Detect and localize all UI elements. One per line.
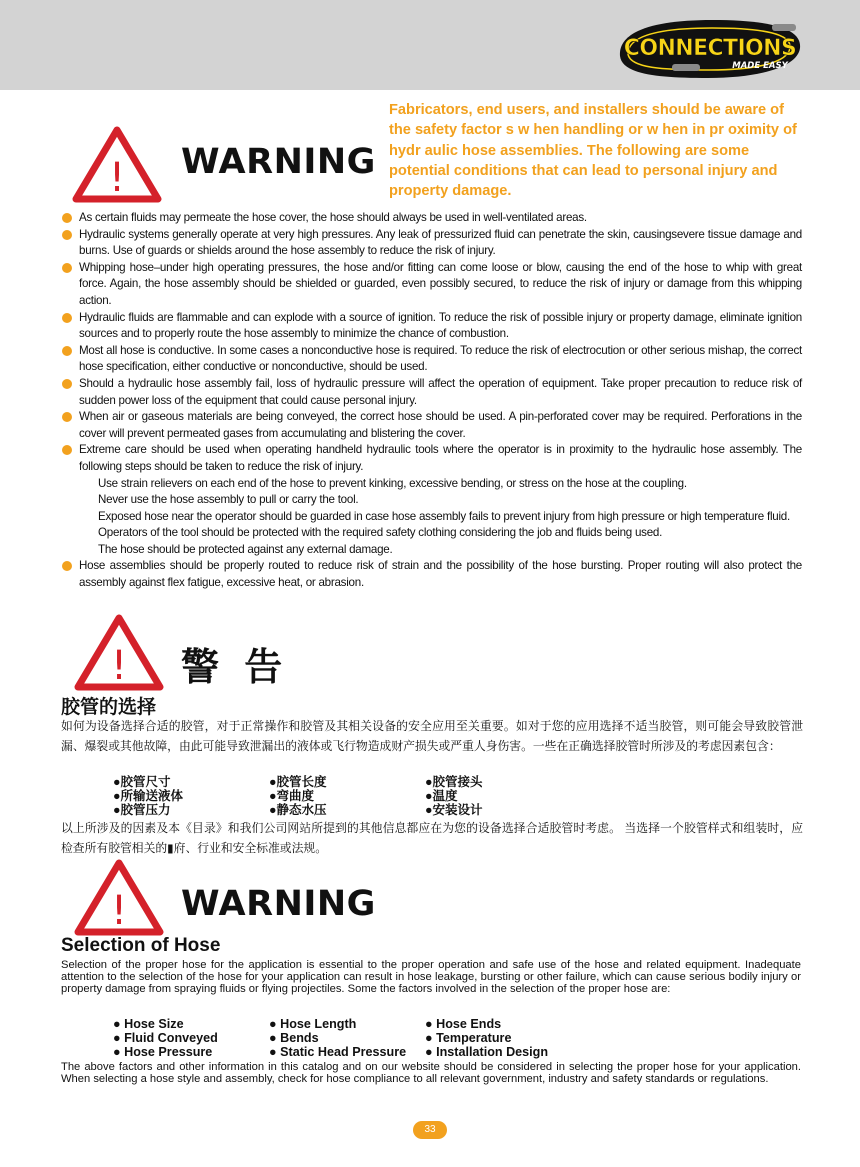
bullet-dot-icon <box>62 412 72 422</box>
warning-triangle-icon <box>74 613 164 691</box>
step-item: Never use the hose assembly to pull or carry the tool. <box>98 493 359 507</box>
hazard-item: When air or gaseous materials are being conveyed, the correct hose should be used. A pin-perforated cover may be required. Perforations in the cover will prevent permeated gases from accumulating and blistering the cover. <box>62 409 802 442</box>
selection-paragraph-cn: 如何为设备选择合适的胶管，对于正常操作和胶管及其相关设备的安全应用至关重要。如对于您的应用选择不适当胶管，则可能会导致胶管泄漏、爆裂或其他故障，由此可能导致泄漏出的液体或飞行物造成财产损失或严重人身伤害。一些在正确选择胶管时所涉及的考虑因素包含： <box>61 719 803 753</box>
bullet-dot-icon <box>62 379 72 389</box>
closing-paragraph-cn: 以上所涉及的因素及本《目录》和我们公司网站所提到的其他信息都应在为您的设备选择合适胶管时考虑。 当选择一个胶管样式和组装时，应检查所有胶管相关的▮府、行业和安全标准或法规。 <box>61 821 803 855</box>
hazard-item: Most all hose is conductive. In some cases a nonconductive hose is required. To reduce the risk of electrocution or other serious mishap, the correct hose specification, either conductive or nonconductive, should be used. <box>62 343 802 376</box>
factor-item: ●温度 <box>425 789 458 803</box>
warning-heading-cn: 警 告 <box>181 645 289 689</box>
closing-paragraph: The above factors and other information in this catalog and on our website should be considered in selecting the proper hose for your application. When selecting a hose style and assembly, check for hose compliance to all relevant government, industry and safety standards or regulations. <box>61 1061 801 1085</box>
factor-item: ●胶管接头 <box>425 775 483 789</box>
hazard-item: Hydraulic systems generally operate at very high pressures. Any leak of pressurized fluid can penetrate the skin, causingsevere tissue damage and burns. Use of guards or shields around the hose assembly to reduce the risk of injury. <box>62 227 802 260</box>
factor-item: ●胶管长度 <box>269 775 327 789</box>
factor-item: ●胶管压力 <box>113 803 171 817</box>
intro-text: Fabricators, end users, and installers should be aware of the safety factor s w hen handling or w hen in pr oximity of hydr aulic hose assemblies. The following are some potential conditions that can lead to personal injury and property damage. <box>389 102 797 200</box>
warning-triangle-icon <box>72 125 162 203</box>
hazard-list <box>62 210 802 592</box>
factor-item: ● Installation Design <box>425 1045 549 1059</box>
factor-item: ● Hose Ends <box>425 1017 502 1031</box>
svg-text:!: ! <box>110 643 128 689</box>
factor-item: ●胶管尺寸 <box>113 775 171 789</box>
hazard-item: Hydraulic fluids are flammable and can explode with a source of ignition. To reduce the risk of possible injury or property damage, eliminate ignition sources and to properly route the hose assembly to minimize the chance of combustion. <box>62 310 802 343</box>
safety-steps <box>79 476 802 559</box>
selection-paragraph: Selection of the proper hose for the application is essential to the proper operation and safe use of the hose and related equipment. Inadequate attention to the selection of the hose for your application can result in hose leakage, bursting or other failure, which can cause serious bodily injury or property damage from spraying fluids or flying projectiles. Some the factors involved in the selection of the proper hose are: <box>61 959 801 995</box>
step-item: The hose should be protected against any external damage. <box>98 542 393 556</box>
hazard-item: As certain fluids may permeate the hose cover, the hose should always be used in well-ventilated areas. <box>62 210 802 227</box>
bullet-dot-icon <box>62 561 72 571</box>
factor-item: ●安装设计 <box>425 803 483 817</box>
factor-grid <box>113 1017 581 1059</box>
factor-item: ● Static Head Pressure <box>269 1045 407 1059</box>
step-item: Use strain relievers on each end of the hose to prevent kinking, excessive bending, or stress on the hose at the coupling. <box>98 476 687 490</box>
factor-item: ●静态水压 <box>269 803 327 817</box>
hazard-item: Extreme care should be used when operating handheld hydraulic tools where the operator is in proximity to the hydraulic hose assembly. The following steps should be taken to reduce the risk of injury. Use strain relievers on each end of the hose to prevent kinking, excessive bending, or stress on the hose at the coupling. Never use the hose assembly to pull or carry the tool. Exposed hose near the operator should be guarded in case hose assembly fails to prevent injury from high pressure or high temperature fluid. Operators of the tool should be protected with the required safety clothing considering the job and fluids being used. The hose should be protected against any external damage. <box>62 442 802 558</box>
hazard-item: Whipping hose–under high operating pressures, the hose and/or fitting can come loose or blow, causing the end of the hose to whip with great force. Again, the hose assembly should be shielded or guarded, even possibly secured, to reduce the risk of injury or damage from this whipping action. <box>62 260 802 310</box>
factor-item: ● Fluid Conveyed <box>113 1031 218 1045</box>
logo-tagline: MADE EASY <box>732 61 788 71</box>
factor-item: ● Hose Size <box>113 1017 184 1031</box>
page-number-badge: 33 <box>413 1121 447 1139</box>
factor-item: ● Bends <box>269 1031 319 1045</box>
factor-grid-cn <box>113 775 581 817</box>
factor-item: ● Hose Length <box>269 1017 357 1031</box>
bullet-dot-icon <box>62 346 72 356</box>
hazard-item: Hose assemblies should be properly routed to reduce risk of strain and the possibility of the hose bursting. Proper routing will also protect the assembly against flex fatigue, excessive heat, or abrasion. <box>62 558 802 591</box>
bullet-dot-icon <box>62 263 72 273</box>
bullet-dot-icon <box>62 230 72 240</box>
hazard-item: Should a hydraulic hose assembly fail, loss of hydraulic pressure will affect the operation of equipment. Take proper precaution to reduce risk of sudden power loss of the equipment that could cause personal injury. <box>62 376 802 409</box>
factor-item: ● Hose Pressure <box>113 1045 213 1059</box>
section-title: Selection of Hose <box>61 935 221 956</box>
connections-logo <box>612 8 808 88</box>
bullet-dot-icon <box>62 313 72 323</box>
logo-wordmark: CONNECTIONS <box>623 36 797 61</box>
bullet-dot-icon <box>62 213 72 223</box>
svg-text:!: ! <box>108 155 126 201</box>
warning-heading: WARNING <box>181 142 376 182</box>
factor-item: ●所输送液体 <box>113 789 184 803</box>
svg-text:!: ! <box>110 888 128 934</box>
section-title-cn: 胶管的选择 <box>61 697 157 718</box>
step-item: Exposed hose near the operator should be guarded in case hose assembly fails to prevent injury from high pressure or high temperature fluid. <box>98 509 790 523</box>
factor-item: ●弯曲度 <box>269 789 315 803</box>
warning-heading: WARNING <box>181 884 376 924</box>
bullet-dot-icon <box>62 445 72 455</box>
factor-item: ● Temperature <box>425 1031 512 1045</box>
step-item: Operators of the tool should be protected with the required safety clothing considering the job and fluids being used. <box>98 526 663 540</box>
warning-triangle-icon <box>74 858 164 936</box>
